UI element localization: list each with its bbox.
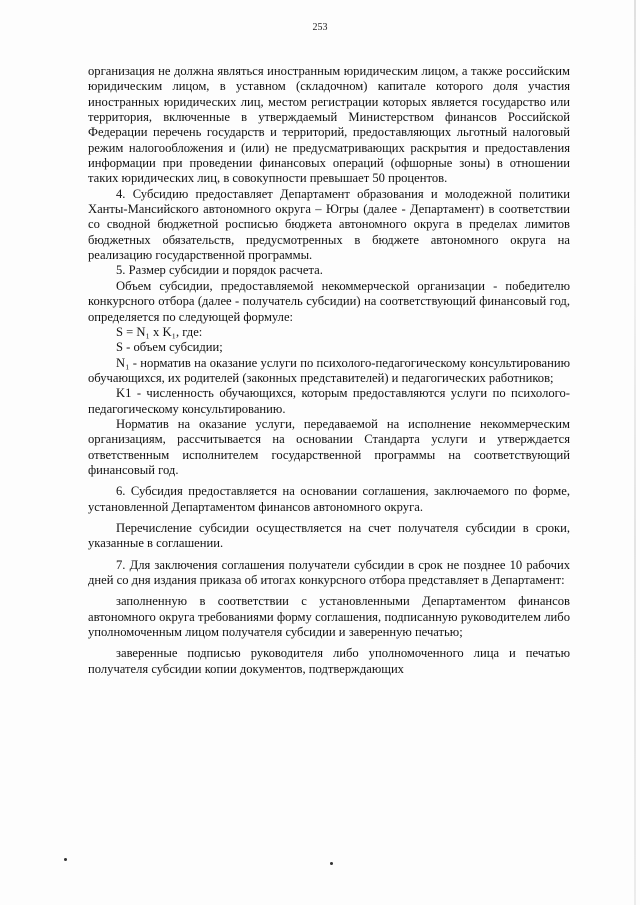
list-item-certified-copies: заверенные подписью руководителя либо уполномоченного лица и печатью получателя субсидии копии документов, подтверждающих <box>88 646 570 676</box>
scan-speck <box>330 862 333 865</box>
paragraph-transfer: Перечисление субсидии осуществляется на счет получателя субсидии в сроки, указанные в соглашении. <box>88 520 570 551</box>
scan-speck <box>64 858 67 861</box>
definition-k1: K1 - численность обучающихся, которым предоставляются услуги по психолого-педагогическому консультированию. <box>88 386 570 416</box>
scan-edge <box>634 0 636 905</box>
page-number: 253 <box>312 22 328 33</box>
definition-n1: N₁ - норматив на оказание услуги по психолого-педагогическому консультированию обучающихся, их родителей (законных представителей) и педагогических работников; <box>88 355 570 385</box>
document-body <box>88 64 570 677</box>
paragraph-7-conclusion: 7. Для заключения соглашения получатели субсидии в срок не позднее 10 рабочих дней со дня издания приказа об итогах конкурсного отбора представляет в Департамент: <box>88 557 570 587</box>
definition-s: S - объем субсидии; <box>116 340 223 355</box>
paragraph-norm: Норматив на оказание услуги, передаваемой на исполнение некоммерческим организациям, рассчитывается на основании Стандарта услуги и утверждается ответственным исполнителем государственной программы на соответствующий финансовый год. <box>88 416 570 477</box>
paragraph-subsidy-volume: Объем субсидии, предоставляемой некоммерческой организации - победителю конкурсного отбора (далее - получатель субсидии) на соответствующий финансовый год, определяется по следующей формуле: <box>88 278 570 324</box>
paragraph-6-agreement: 6. Субсидия предоставляется на основании соглашения, заключаемого по форме, установленной Департаментом финансов автономного округа. <box>88 484 570 514</box>
formula-line: S = N₁ x K₁, где: <box>116 324 203 339</box>
list-item-agreement-form: заполненную в соответствии с установленными Департаментом финансов автономного округа требованиями форму соглашения, подписанную руководителем либо уполномоченным лицом получателя субсидии и заверенную печатью; <box>88 594 570 640</box>
paragraph-continuation: организация не должна являться иностранным юридическим лицом, а также российским юридическим лицом, в уставном (складочном) капитале которого доля участия иностранных юридических лиц, местом регистрации которых является государство или территория, включенные в утверждаемый Министерством финансов Российской Федерации перечень государств и территорий, предоставляющих льготный налоговый режим налогообложения и (или) не предусматривающих раскрытия и предоставления информации при проведении финансовых операций (офшорные зоны) в отношении таких юридических лиц, в совокупности превышает 50 процентов. <box>88 64 570 186</box>
paragraph-4-department: 4. Субсидию предоставляет Департамент образования и молодежной политики Ханты-Мансийского автономного округа – Югры (далее - Департамент) в соответствии со сводной бюджетной росписью бюджета автономного округа в пределах лимитов бюджетных обязательств, предусмотренных в бюджете автономного округа на реализацию государственной программы. <box>88 186 570 263</box>
paragraph-5-heading: 5. Размер субсидии и порядок расчета. <box>116 263 323 278</box>
